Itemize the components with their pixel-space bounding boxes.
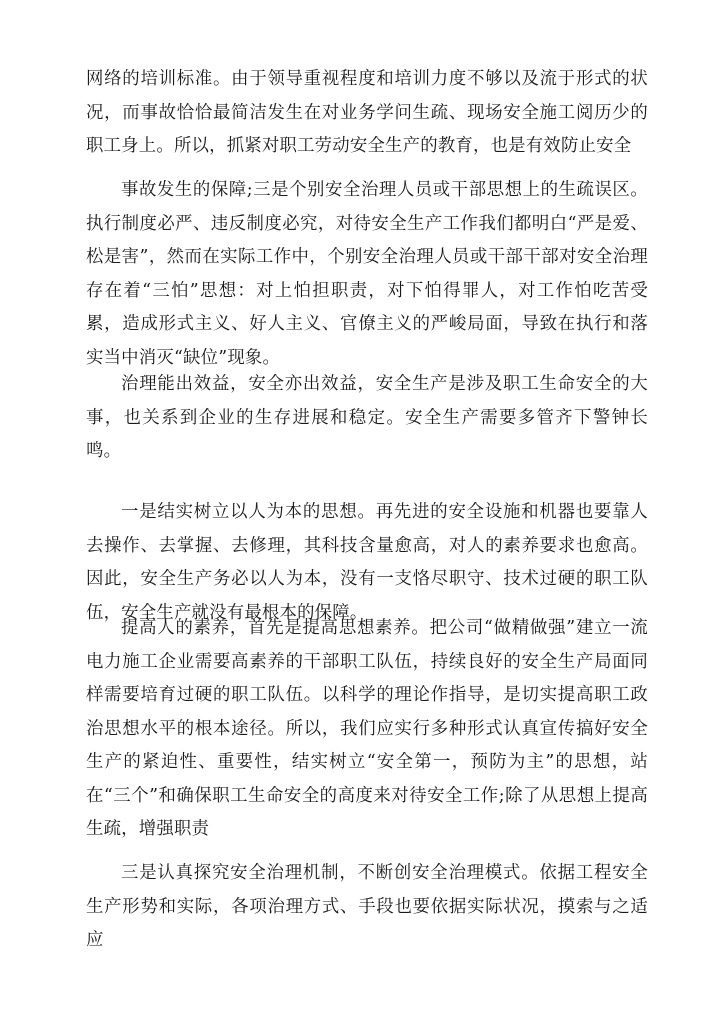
paragraph-2: 事故发生的保障;三是个别安全治理人员或干部思想上的生疏误区。执行制度必严、违反制度必究，对待安全生产工作我们都明白“严是爱、松是害”，然而在实际工作中，个别安全治理人员或干部干部对安全治理存在着“三怕”思想：对上怕担职责，对下怕得罪人，对工作怕吃苦受累，造成形式主义、好人主义、官僚主义的严峻局面，导致在执行和落实当中消灭“缺位”现象。 xyxy=(86,180,648,368)
paragraph-6: 三是认真探究安全治理机制，不断创安全治理模式。依据工程安全生产形势和实际，各项治理方式、手段也要依据实际状况，摸索与之适应 xyxy=(86,863,648,950)
paragraph-4: 一是结实树立以人为本的思想。再先进的安全设施和机器也要靠人去操作、去掌握、去修理，其科技含量愈高，对人的素养要求也愈高。因此，安全生产务必以人为本，没有一支恪尽职守、技术过硬的职工队伍，安全生产就没有最根本的保障。 xyxy=(86,502,648,623)
paragraph-3: 治理能出效益，安全亦出效益，安全生产是涉及职工生命安全的大事，也关系到企业的生存进展和稳定。安全生产需要多管齐下警钟长鸣。 xyxy=(86,374,648,461)
paragraph-5: 提高人的素养，首先是提高思想素养。把公司“做精做强”建立一流电力施工企业需要高素养的干部职工队伍，持续良好的安全生产局面同样需要培育过硬的职工队伍。以科学的理论作指导，是切实提高职工政治思想水平的根本途径。所以，我们应实行多种形式认真宣传搞好安全生产的紧迫性、重要性，结实树立“安全第一，预防为主”的思想，站在“三个”和确保职工生命安全的高度来对待安全工作;除了从思想上提高生疏，增强职责 xyxy=(86,618,648,839)
paragraph-1: 网络的培训标准。由于领导重视程度和培训力度不够以及流于形式的状况，而事故恰恰最简洁发生在对业务学问生疏、现场安全施工阅历少的职工身上。所以，抓紧对职工劳动安全生产的教育，也是有效防止安全 xyxy=(86,69,648,156)
